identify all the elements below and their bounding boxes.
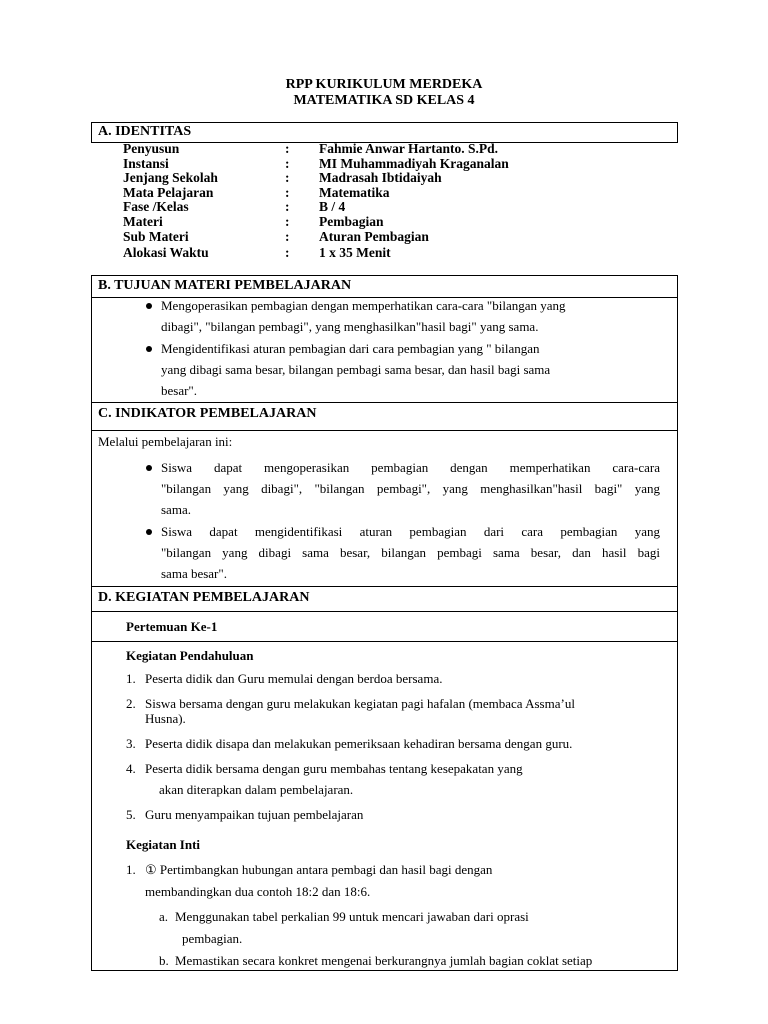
tujuan-item-2-line3: besar". (161, 383, 197, 398)
identitas-colon: : (285, 170, 290, 185)
row-divider (91, 970, 678, 971)
inti-sub-letter: a. (159, 909, 169, 924)
inti-heading: Kegiatan Inti (126, 837, 201, 852)
identitas-label: Penyusun (123, 141, 180, 156)
pendahuluan-item-3: Peserta didik disapa dan melakukan pemeriksaan kehadiran bersama dengan guru. (145, 736, 573, 751)
inti-sub-letter: b. (159, 953, 169, 968)
tujuan-item-1-line1: Mengoperasikan pembagian dengan memperhatikan cara-cara "bilangan yang (161, 298, 566, 313)
pendahuluan-item-4-line2: akan diterapkan dalam pembelajaran. (159, 782, 354, 797)
identitas-value: Pembagian (319, 214, 384, 229)
pendahuluan-num: 3. (126, 736, 136, 751)
pendahuluan-item-2-line2: Husna). (145, 711, 186, 726)
row-divider (91, 586, 678, 587)
bullet-icon (146, 303, 152, 309)
row-divider (91, 611, 678, 612)
identitas-value: MI Muhammadiyah Kraganalan (319, 156, 509, 171)
identitas-label: Sub Materi (123, 229, 189, 244)
identitas-value: B / 4 (319, 199, 346, 214)
pendahuluan-item-5: Guru menyampaikan tujuan pembelajaran (145, 807, 364, 822)
inti-sub-a-line1: Menggunakan tabel perkalian 99 untuk mencari jawaban dari oprasi (175, 909, 529, 924)
bullet-icon (146, 529, 152, 535)
pendahuluan-item-4-line1: Peserta didik bersama dengan guru membahas tentang kesepakatan yang (145, 761, 523, 776)
identitas-value: 1 x 35 Menit (319, 245, 391, 260)
identitas-label: Mata Pelajaran (123, 185, 214, 200)
tujuan-item-2-line2: yang dibagi sama besar, bilangan pembagi sama besar, dan hasil bagi sama (161, 362, 551, 377)
tujuan-item-2-line1: Mengidentifikasi aturan pembagian dari cara pembagian yang " bilangan (161, 341, 540, 356)
pendahuluan-num: 4. (126, 761, 136, 776)
pertemuan-label: Pertemuan Ke-1 (126, 619, 218, 634)
pendahuluan-num: 5. (126, 807, 136, 822)
identitas-colon: : (285, 199, 290, 214)
pendahuluan-item-1: Peserta didik dan Guru memulai dengan berdoa bersama. (145, 671, 443, 686)
kegiatan-heading: D. KEGIATAN PEMBELAJARAN (98, 590, 310, 605)
indikator-item-1-line1: Siswa dapat mengoperasikan pembagian dengan memperhatikan cara-cara (161, 460, 660, 475)
indikator-item-2-line1: Siswa dapat mengidentifikasi aturan pembagian dari cara pembagian yang (161, 524, 660, 539)
pendahuluan-num: 2. (126, 696, 136, 711)
tujuan-heading: B. TUJUAN MATERI PEMBELAJARAN (98, 278, 352, 293)
indikator-heading: C. INDIKATOR PEMBELAJARAN (98, 406, 317, 421)
identitas-value: Fahmie Anwar Hartanto. S.Pd. (319, 141, 499, 156)
identitas-colon: : (285, 141, 290, 156)
identitas-label: Jenjang Sekolah (123, 170, 218, 185)
tujuan-item-1-line2: dibagi", "bilangan pembagi", yang menghasilkan"hasil bagi" yang sama. (161, 319, 539, 334)
identitas-label: Instansi (123, 156, 169, 171)
row-divider (91, 430, 678, 431)
identitas-label: Alokasi Waktu (123, 245, 209, 260)
pendahuluan-num: 1. (126, 671, 136, 686)
row-divider (91, 641, 678, 642)
indikator-item-2-line2: "bilangan yang dibagi sama besar, bilangan pembagi sama besar, dan hasil bagi (161, 545, 660, 560)
identitas-colon: : (285, 229, 290, 244)
identitas-value: Matematika (319, 185, 390, 200)
document-title-line1: RPP KURIKULUM MERDEKA (285, 77, 483, 92)
inti-num: 1. (126, 862, 136, 877)
identitas-label: Fase /Kelas (123, 199, 189, 214)
pendahuluan-heading: Kegiatan Pendahuluan (126, 648, 254, 663)
inti-item-1-line2: membandingkan dua contoh 18:2 dan 18:6. (145, 884, 371, 899)
identitas-value: Madrasah Ibtidaiyah (319, 170, 442, 185)
identitas-label: Materi (123, 214, 163, 229)
bullet-icon (146, 465, 152, 471)
row-divider (91, 402, 678, 403)
document-title-line2: MATEMATIKA SD KELAS 4 (293, 93, 475, 108)
bullet-icon (146, 346, 152, 352)
inti-item-1-line1: ① Pertimbangkan hubungan antara pembagi dan hasil bagi dengan (145, 862, 493, 877)
indikator-item-1-line2: "bilangan yang dibagi", "bilangan pembagi", yang menghasilkan"hasil bagi" yang (161, 481, 660, 496)
inti-sub-b-line1: Memastikan secara konkret mengenai berkurangnya jumlah bagian coklat setiap (175, 953, 593, 968)
indikator-item-1-line3: sama. (161, 502, 191, 517)
identitas-colon: : (285, 156, 290, 171)
pendahuluan-item-2-line1: Siswa bersama dengan guru melakukan kegiatan pagi hafalan (membaca Assma’ul (145, 696, 575, 711)
inti-sub-a-line2: pembagian. (182, 931, 243, 946)
identitas-heading: A. IDENTITAS (98, 124, 192, 139)
identitas-colon: : (285, 214, 290, 229)
identitas-value: Aturan Pembagian (319, 229, 429, 244)
indikator-item-2-line3: sama besar". (161, 566, 227, 581)
identitas-colon: : (285, 245, 290, 260)
identitas-colon: : (285, 185, 290, 200)
indikator-intro: Melalui pembelajaran ini: (98, 434, 233, 449)
